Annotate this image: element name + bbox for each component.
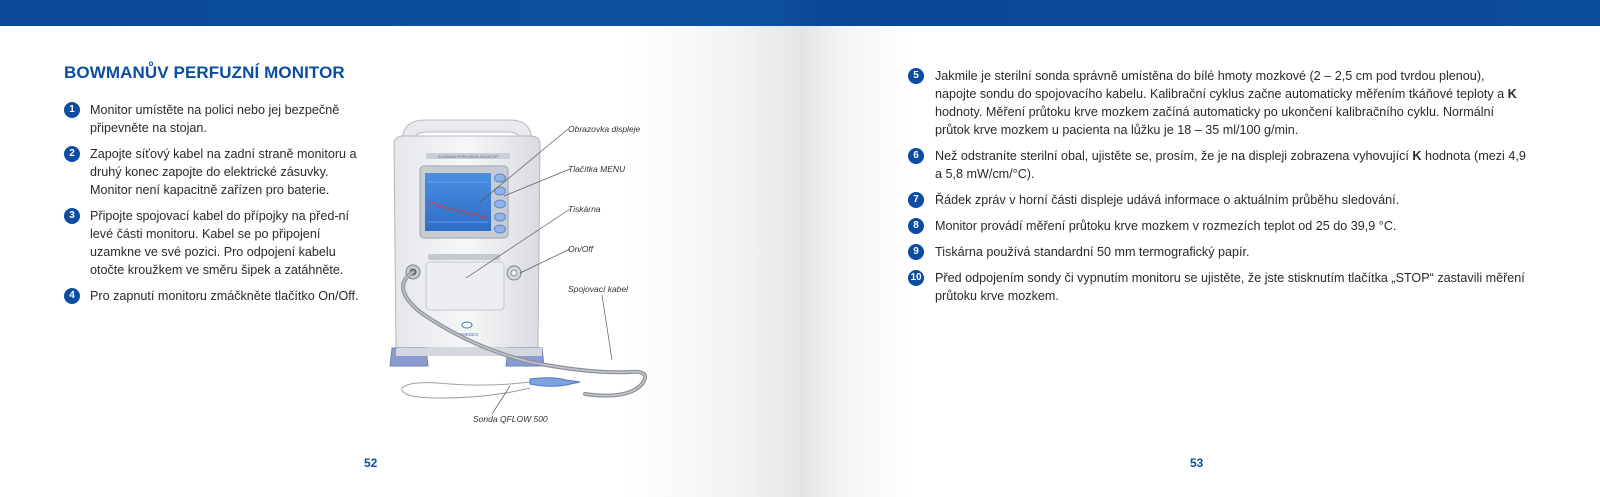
step-text: hodnoty. Měření průtoku krve mozkem začíná automaticky po ukončení kalibračního cyklu. Normální průtok krve mozkem u pacienta na lůžku je 18 – 35 ml/100 g/min. (935, 105, 1495, 137)
callout-probe: Sonda QFLOW 500 (473, 414, 548, 424)
printer-slot (428, 254, 500, 260)
list-item (64, 207, 364, 279)
menu-button (495, 200, 506, 208)
left-step-list (64, 101, 364, 313)
list-item (64, 101, 364, 137)
step-text: Řádek zpráv v horní části displeje udává informace o aktuálním průběhu sledování. (935, 193, 1400, 207)
list-item (908, 191, 1528, 209)
step-number-badge: 3 (64, 208, 80, 224)
step-number-badge: 4 (64, 288, 80, 304)
step-number-badge: 10 (908, 270, 924, 286)
base (396, 348, 542, 356)
menu-button (495, 225, 506, 233)
list-item (908, 243, 1528, 261)
step-number-badge: 7 (908, 192, 924, 208)
list-item (908, 269, 1528, 305)
right-step-list (908, 67, 1528, 313)
step-text: Připojte spojovací kabel do přípojky na před-ní levé části monitoru. Kabel se po připojení uzamkne ve své pozici. Pro odpojení kabelu otočte kroužkem ve směru šipek a zatáhněte. (90, 209, 350, 277)
step-text: Tiskárna používá standardní 50 mm termografický papír. (935, 245, 1250, 259)
step-number-badge: 5 (908, 68, 924, 84)
brand-logo: HEMEDEX (455, 332, 479, 337)
callout-on-off: On/Off (568, 244, 594, 254)
step-number-badge: 6 (908, 148, 924, 164)
step-text: Jakmile je sterilní sonda správně umístěna do bílé hmoty mozkové (2 – 2,5 cm pod tvrdou plenou), napojte sondu do spojovacího kabelu. Kalibrační cyklus začne automaticky měřením tkáňové teploty a (935, 69, 1508, 101)
monitor-illustration (380, 112, 670, 442)
probe-wire (402, 382, 530, 398)
step-text: Monitor umístěte na polici nebo jej bezpečně připevněte na stojan. (90, 103, 340, 135)
step-text-bold: K (1507, 87, 1517, 101)
menu-button (495, 213, 506, 221)
step-number-badge: 2 (64, 146, 80, 162)
step-text: Monitor provádí měření průtoku krve mozkem v rozmezích teplot od 25 do 39,9 °C. (935, 219, 1397, 233)
callout-display: Obrazovka displeje (568, 124, 641, 134)
step-number-badge: 9 (908, 244, 924, 260)
step-text-bold: K (1412, 149, 1422, 163)
monitor-figure (380, 112, 670, 442)
step-text: Před odpojením sondy či vypnutím monitoru se ujistěte, že jste stisknutím tlačítka „STOP“ zastavili měření průtoku krve mozkem. (935, 271, 1525, 303)
step-text: hodnota (mezi 4,9 a 5,8 mW/cm/°C). (935, 149, 1526, 181)
list-item (64, 145, 364, 199)
step-text: Pro zapnutí monitoru zmáčkněte tlačítko On/Off. (90, 289, 359, 303)
step-text: Než odstraníte sterilní obal, ujistěte se, prosím, že je na displeji zobrazena vyhovující (935, 149, 1413, 163)
menu-button (495, 174, 506, 182)
step-number-badge: 1 (64, 102, 80, 118)
probe-connector (530, 378, 580, 387)
leader-line (602, 295, 612, 360)
callout-menu-buttons: Tlačítka MENU (568, 164, 626, 174)
screen (425, 173, 491, 231)
leader-line (492, 386, 510, 414)
step-text: Zapojte síťový kabel na zadní straně monitoru a druhý konec zapojte do elektrické zásuvky. Monitor není kapacitně zařízen pro baterie. (90, 147, 357, 197)
list-item (908, 217, 1528, 235)
header-bar (0, 0, 1600, 26)
page-number-right: 53 (1190, 456, 1204, 470)
device-label: BOWMAN PERFUSION MONITOR (438, 155, 498, 159)
page-title: BOWMANŮV PERFUZNÍ MONITOR (64, 63, 345, 82)
list-item (908, 67, 1528, 139)
step-number-badge: 8 (908, 218, 924, 234)
callout-printer: Tiskárna (568, 204, 601, 214)
printer-door (426, 262, 504, 310)
callout-cable: Spojovací kabel (568, 284, 629, 294)
list-item (64, 287, 364, 305)
list-item (908, 147, 1528, 183)
page-number-left: 52 (364, 456, 378, 470)
